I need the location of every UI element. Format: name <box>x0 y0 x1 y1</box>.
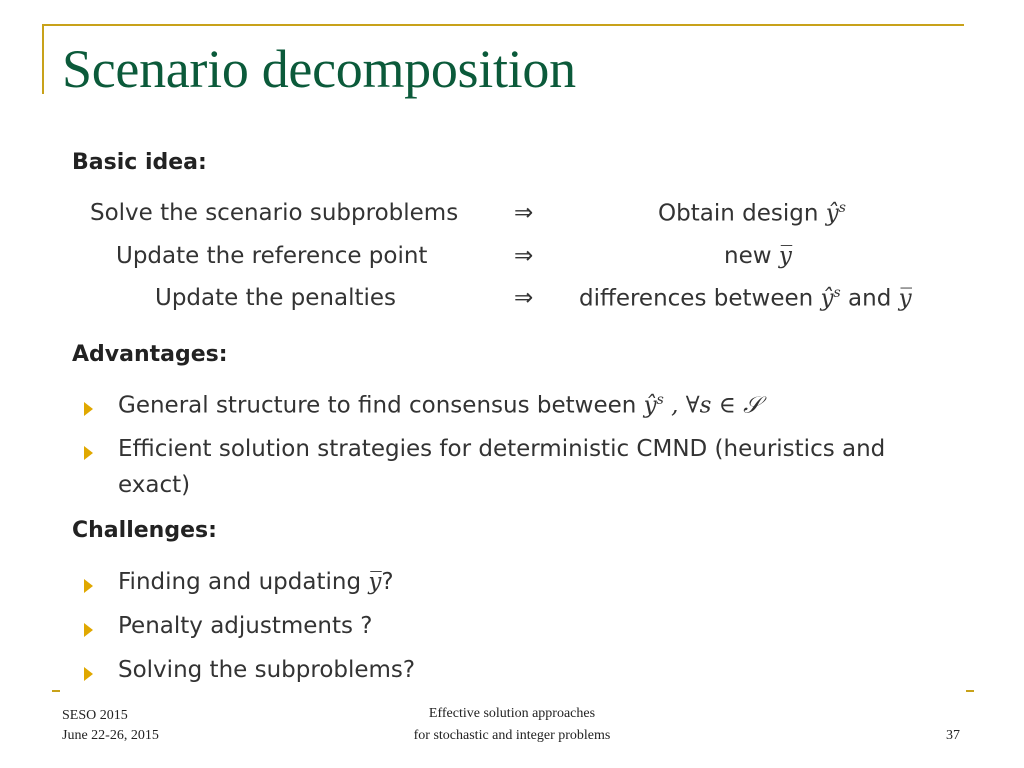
challenge-item-3: Solving the subproblems? <box>118 657 416 683</box>
advantages-heading: Advantages: <box>72 342 228 367</box>
challenge-item-1 <box>118 569 394 595</box>
challenge-1-text: Finding and updating <box>118 569 369 595</box>
implies-arrow-3: ⇒ <box>514 285 534 311</box>
bullet-arrow-icon <box>84 579 93 593</box>
basic-idea-row-1-left: Solve the scenario subproblems <box>90 200 459 226</box>
advantage-item-2-line-1: Efficient solution strategies for deterministic CMND (heuristics and <box>118 436 886 462</box>
advantage-item-1 <box>118 392 761 419</box>
y-bar-symbol: y̅ <box>368 569 382 595</box>
advantage-item-2-line-2: exact) <box>118 472 191 498</box>
row-2-right-text: new <box>724 243 779 269</box>
y-bar-symbol: y̅ <box>778 243 792 269</box>
implies-arrow-2: ⇒ <box>514 243 534 269</box>
row-3-right-text: differences between <box>579 285 821 312</box>
basic-idea-row-3-right <box>579 285 912 312</box>
footer-title-line-1: Effective solution approaches <box>428 706 596 721</box>
implies-arrow-1: ⇒ <box>514 200 534 226</box>
footer-conference: SESO 2015 <box>62 708 128 723</box>
basic-idea-row-2-left: Update the reference point <box>116 243 428 269</box>
bullet-arrow-icon <box>84 667 93 681</box>
footer-title-line-2: for stochastic and integer problems <box>413 728 611 743</box>
y-hat-symbol: ŷ <box>643 392 657 419</box>
bullet-arrow-icon <box>84 623 93 637</box>
basic-idea-row-2-right <box>724 243 792 269</box>
challenge-1-question: ? <box>381 569 394 595</box>
superscript-s: s <box>838 200 846 216</box>
basic-idea-row-3-left: Update the penalties <box>155 285 397 311</box>
bullet-arrow-icon <box>84 446 93 460</box>
page-number: 37 <box>946 728 960 743</box>
slide-title: Scenario decomposition <box>62 39 576 99</box>
footer-date: June 22-26, 2015 <box>62 728 159 743</box>
superscript-s: s <box>656 392 664 408</box>
footer-rule-left <box>52 690 60 692</box>
basic-idea-row-1-right <box>658 200 846 227</box>
superscript-s: s <box>833 285 841 301</box>
advantage-1-text: General structure to find consensus between <box>118 392 644 419</box>
challenge-item-2: Penalty adjustments ? <box>118 613 373 639</box>
basic-idea-heading: Basic idea: <box>72 150 207 175</box>
row-3-and-text: and <box>840 285 899 312</box>
footer-rule-right <box>966 690 974 692</box>
y-bar-symbol: y̅ <box>898 285 912 312</box>
y-hat-symbol: ŷ <box>820 285 834 312</box>
advantage-1-forall: , ∀s ∈ 𝒮 <box>663 392 761 419</box>
bullet-arrow-icon <box>84 402 93 416</box>
challenges-heading: Challenges: <box>72 518 217 543</box>
row-1-right-text: Obtain design <box>658 200 826 227</box>
y-hat-symbol: ŷ <box>825 200 839 227</box>
